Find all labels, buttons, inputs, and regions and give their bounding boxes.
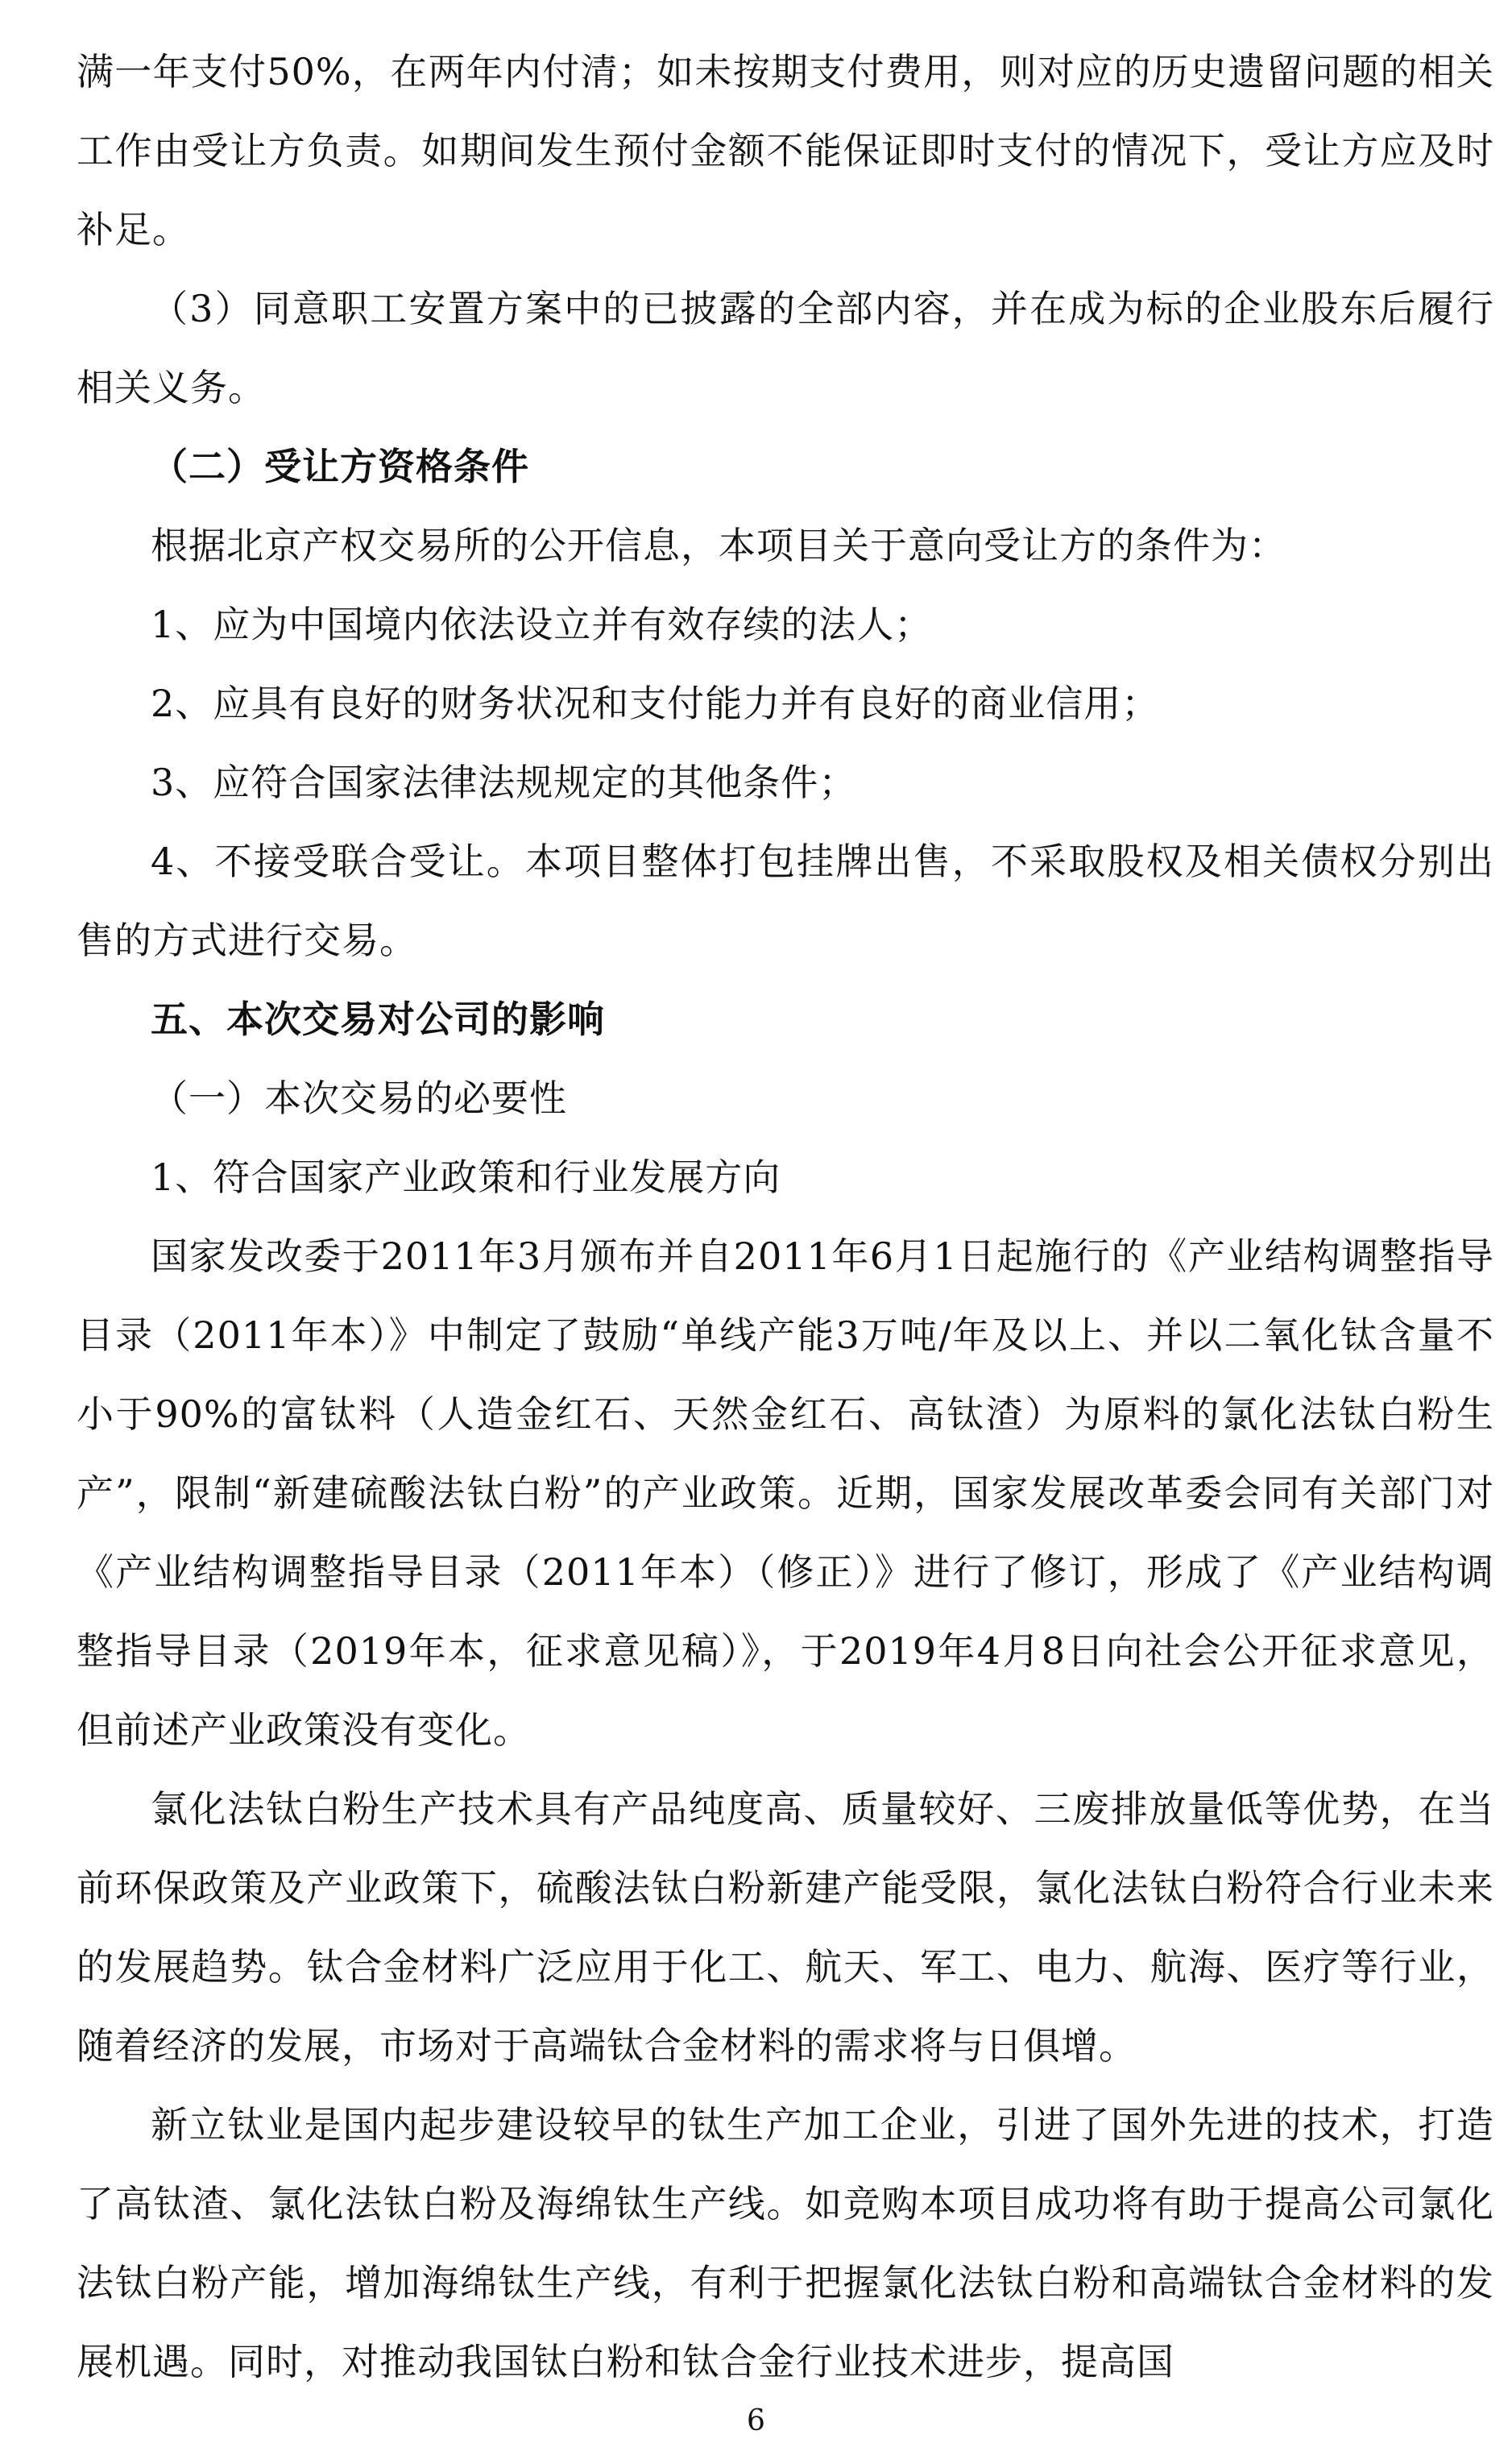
paragraph-employee-placement: （3）同意职工安置方案中的已披露的全部内容，并在成为标的企业股东后履行相关义务。 [77, 287, 1494, 409]
list-item-condition-3: 3、应符合国家法律法规规定的其他条件； [151, 761, 857, 804]
paragraph-industry-policy: 国家发改委于2011年3月颁布并自2011年6月1日起施行的《产业结构调整指导目录（2011年本）》中制定了鼓励“单线产能3万吨/年及以上、并以二氧化钛含量不小于90%的富钛料（人造金红石、天然金红石、高钛渣）为原料的氯化法钛白粉生产”，限制“新建硫酸法钛白粉”的产业政策。近期，国家发展改革委会同有关部门对《产业结构调整指导目录（2011年本）（修正）》进行了修订，形成了《产业结构调整指导目录（2019年本，征求意见稿）》，于2019年4月8日向社会公开征求意见，但前述产业政策没有变化。 [77, 1234, 1494, 1752]
list-item-condition-4: 4、不接受联合受让。本项目整体打包挂牌出售，不采取股权及相关债权分别出售的方式进行交易。 [77, 840, 1494, 962]
section-heading-qualifications: （二）受让方资格条件 [151, 445, 529, 488]
section-heading-impact: 五、本次交易对公司的影响 [151, 998, 605, 1041]
page-number: 6 [747, 2404, 765, 2437]
paragraph-xinli-titanium: 新立钛业是国内起步建设较早的钛生产加工企业，引进了国外先进的技术，打造了高钛渣、氯化法钛白粉及海绵钛生产线。如竞购本项目成功将有助于提高公司氯化法钛白粉产能，增加海绵钛生产线，有利于把握氯化法钛白粉和高端钛合金材料的发展机遇。同时，对推动我国钛白粉和钛合金行业技术进步，提高国 [77, 2103, 1494, 2383]
list-item-condition-1: 1、应为中国境内依法设立并有效存续的法人； [151, 603, 933, 646]
subsection-heading-policy: 1、符合国家产业政策和行业发展方向 [151, 1155, 781, 1199]
list-item-condition-2: 2、应具有良好的财务状况和支付能力并有良好的商业信用； [151, 682, 1160, 725]
subsection-heading-necessity: （一）本次交易的必要性 [151, 1076, 567, 1120]
paragraph-qualifications-intro: 根据北京产权交易所的公开信息，本项目关于意向受让方的条件为： [151, 524, 1286, 567]
paragraph-payment-terms: 满一年支付50%，在两年内付清；如未按期支付费用，则对应的历史遗留问题的相关工作由受让方负责。如期间发生预付金额不能保证即时支付的情况下，受让方应及时补足。 [77, 50, 1494, 251]
document-body [77, 32, 1494, 2401]
paragraph-chloride-process: 氯化法钛白粉生产技术具有产品纯度高、质量较好、三废排放量低等优势，在当前环保政策及产业政策下，硫酸法钛白粉新建产能受限，氯化法钛白粉符合行业未来的发展趋势。钛合金材料广泛应用于化工、航天、军工、电力、航海、医疗等行业，随着经济的发展，市场对于高端钛合金材料的需求将与日俱增。 [77, 1787, 1494, 2068]
